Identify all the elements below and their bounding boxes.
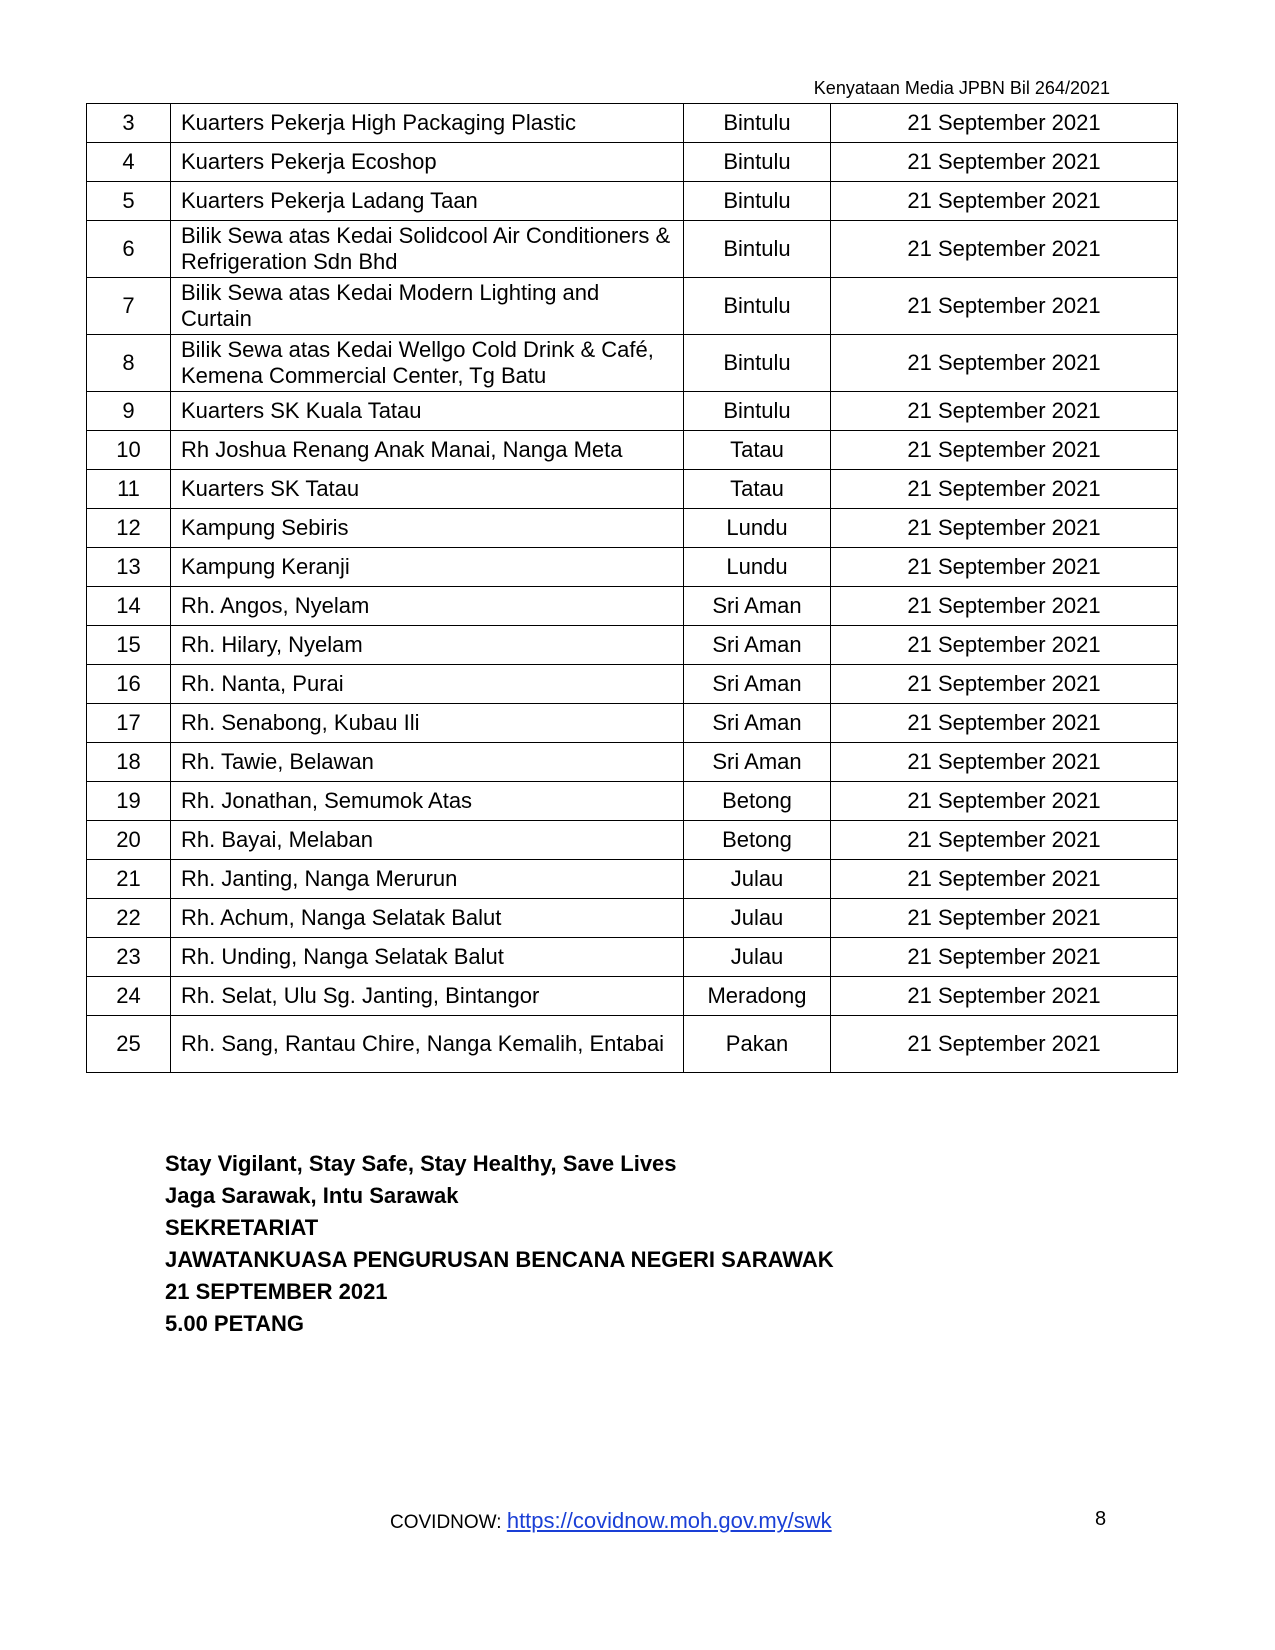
date-cell: 21 September 2021 [831,587,1178,626]
district-cell: Sri Aman [684,743,831,782]
location-cell: Bilik Sewa atas Kedai Wellgo Cold Drink & Café, Kemena Commercial Center, Tg Batu [171,335,684,392]
location-cell: Rh Joshua Renang Anak Manai, Nanga Meta [171,431,684,470]
date-cell: 21 September 2021 [831,1016,1178,1073]
location-cell: Kuarters Pekerja Ecoshop [171,143,684,182]
district-cell: Meradong [684,977,831,1016]
row-number: 9 [87,392,171,431]
location-cell: Kuarters SK Tatau [171,470,684,509]
district-cell: Bintulu [684,278,831,335]
table-row [87,548,1178,587]
date-cell: 21 September 2021 [831,938,1178,977]
table-row [87,335,1178,392]
covidnow-link[interactable]: https://covidnow.moh.gov.my/swk [506,1508,832,1533]
location-cell: Rh. Janting, Nanga Merurun [171,860,684,899]
date-cell: 21 September 2021 [831,743,1178,782]
issue-time: 5.00 PETANG [165,1311,304,1336]
row-number: 8 [87,335,171,392]
table-row [87,821,1178,860]
location-cell: Rh. Hilary, Nyelam [171,626,684,665]
row-number: 18 [87,743,171,782]
date-cell: 21 September 2021 [831,626,1178,665]
row-number: 15 [87,626,171,665]
district-cell: Tatau [684,431,831,470]
location-cell: Bilik Sewa atas Kedai Modern Lighting and Curtain [171,278,684,335]
location-cell: Kuarters Pekerja Ladang Taan [171,182,684,221]
slogan-local: Jaga Sarawak, Intu Sarawak [165,1183,459,1208]
location-cell: Rh. Sang, Rantau Chire, Nanga Kemalih, Entabai [171,1016,684,1073]
row-number: 12 [87,509,171,548]
row-number: 6 [87,221,171,278]
location-cell: Rh. Jonathan, Semumok Atas [171,782,684,821]
date-cell: 21 September 2021 [831,278,1178,335]
date-cell: 21 September 2021 [831,977,1178,1016]
district-cell: Bintulu [684,182,831,221]
location-cell: Rh. Senabong, Kubau Ili [171,704,684,743]
row-number: 22 [87,899,171,938]
date-cell: 21 September 2021 [831,392,1178,431]
date-cell: 21 September 2021 [831,665,1178,704]
district-cell: Julau [684,860,831,899]
date-cell: 21 September 2021 [831,704,1178,743]
district-cell: Lundu [684,548,831,587]
location-cell: Kampung Sebiris [171,509,684,548]
row-number: 7 [87,278,171,335]
row-number: 14 [87,587,171,626]
location-cell: Kuarters SK Kuala Tatau [171,392,684,431]
table-row [87,221,1178,278]
affected-areas-table [86,103,1178,1073]
district-cell: Betong [684,821,831,860]
date-cell: 21 September 2021 [831,860,1178,899]
table-row [87,587,1178,626]
secretariat-label: SEKRETARIAT [165,1215,319,1240]
table-row [87,782,1178,821]
row-number: 3 [87,104,171,143]
row-number: 17 [87,704,171,743]
row-number: 5 [87,182,171,221]
district-cell: Pakan [684,1016,831,1073]
slogan: Stay Vigilant, Stay Safe, Stay Healthy, Save Lives [165,1151,677,1176]
row-number: 19 [87,782,171,821]
footer-source [390,1508,832,1534]
date-cell: 21 September 2021 [831,548,1178,587]
date-cell: 21 September 2021 [831,221,1178,278]
row-number: 11 [87,470,171,509]
footer-label: COVIDNOW: [390,1512,507,1533]
table-row [87,143,1178,182]
location-cell: Rh. Nanta, Purai [171,665,684,704]
location-cell: Bilik Sewa atas Kedai Solidcool Air Conditioners & Refrigeration Sdn Bhd [171,221,684,278]
district-cell: Bintulu [684,392,831,431]
date-cell: 21 September 2021 [831,821,1178,860]
date-cell: 21 September 2021 [831,431,1178,470]
table-row [87,899,1178,938]
district-cell: Bintulu [684,221,831,278]
row-number: 23 [87,938,171,977]
closing-statement [165,1148,834,1340]
date-cell: 21 September 2021 [831,470,1178,509]
district-cell: Julau [684,899,831,938]
date-cell: 21 September 2021 [831,782,1178,821]
table-row [87,278,1178,335]
location-cell: Kuarters Pekerja High Packaging Plastic [171,104,684,143]
district-cell: Sri Aman [684,626,831,665]
date-cell: 21 September 2021 [831,104,1178,143]
table-row [87,431,1178,470]
date-cell: 21 September 2021 [831,143,1178,182]
location-cell: Rh. Selat, Ulu Sg. Janting, Bintangor [171,977,684,1016]
district-cell: Lundu [684,509,831,548]
table-row [87,704,1178,743]
page-footer [0,1508,1275,1532]
district-cell: Bintulu [684,143,831,182]
table-row [87,938,1178,977]
table-row [87,977,1178,1016]
table-row [87,1016,1178,1073]
table-row [87,665,1178,704]
district-cell: Julau [684,938,831,977]
table-row [87,860,1178,899]
date-cell: 21 September 2021 [831,509,1178,548]
row-number: 21 [87,860,171,899]
location-cell: Rh. Tawie, Belawan [171,743,684,782]
row-number: 10 [87,431,171,470]
row-number: 16 [87,665,171,704]
row-number: 4 [87,143,171,182]
location-cell: Rh. Achum, Nanga Selatak Balut [171,899,684,938]
table-row [87,104,1178,143]
table-row [87,743,1178,782]
district-cell: Betong [684,782,831,821]
district-cell: Bintulu [684,335,831,392]
district-cell: Sri Aman [684,704,831,743]
location-cell: Rh. Angos, Nyelam [171,587,684,626]
committee-name: JAWATANKUASA PENGURUSAN BENCANA NEGERI SARAWAK [165,1247,834,1272]
row-number: 13 [87,548,171,587]
location-cell: Rh. Unding, Nanga Selatak Balut [171,938,684,977]
page-number: 8 [1095,1508,1107,1530]
location-cell: Rh. Bayai, Melaban [171,821,684,860]
date-cell: 21 September 2021 [831,182,1178,221]
issue-date: 21 SEPTEMBER 2021 [165,1279,388,1304]
date-cell: 21 September 2021 [831,899,1178,938]
date-cell: 21 September 2021 [831,335,1178,392]
district-cell: Sri Aman [684,587,831,626]
row-number: 25 [87,1016,171,1073]
row-number: 20 [87,821,171,860]
table-row [87,470,1178,509]
table-row [87,509,1178,548]
table-row [87,626,1178,665]
row-number: 24 [87,977,171,1016]
table-row [87,182,1178,221]
district-cell: Tatau [684,470,831,509]
district-cell: Bintulu [684,104,831,143]
document-reference: Kenyataan Media JPBN Bil 264/2021 [813,78,1110,98]
location-cell: Kampung Keranji [171,548,684,587]
table-row [87,392,1178,431]
district-cell: Sri Aman [684,665,831,704]
